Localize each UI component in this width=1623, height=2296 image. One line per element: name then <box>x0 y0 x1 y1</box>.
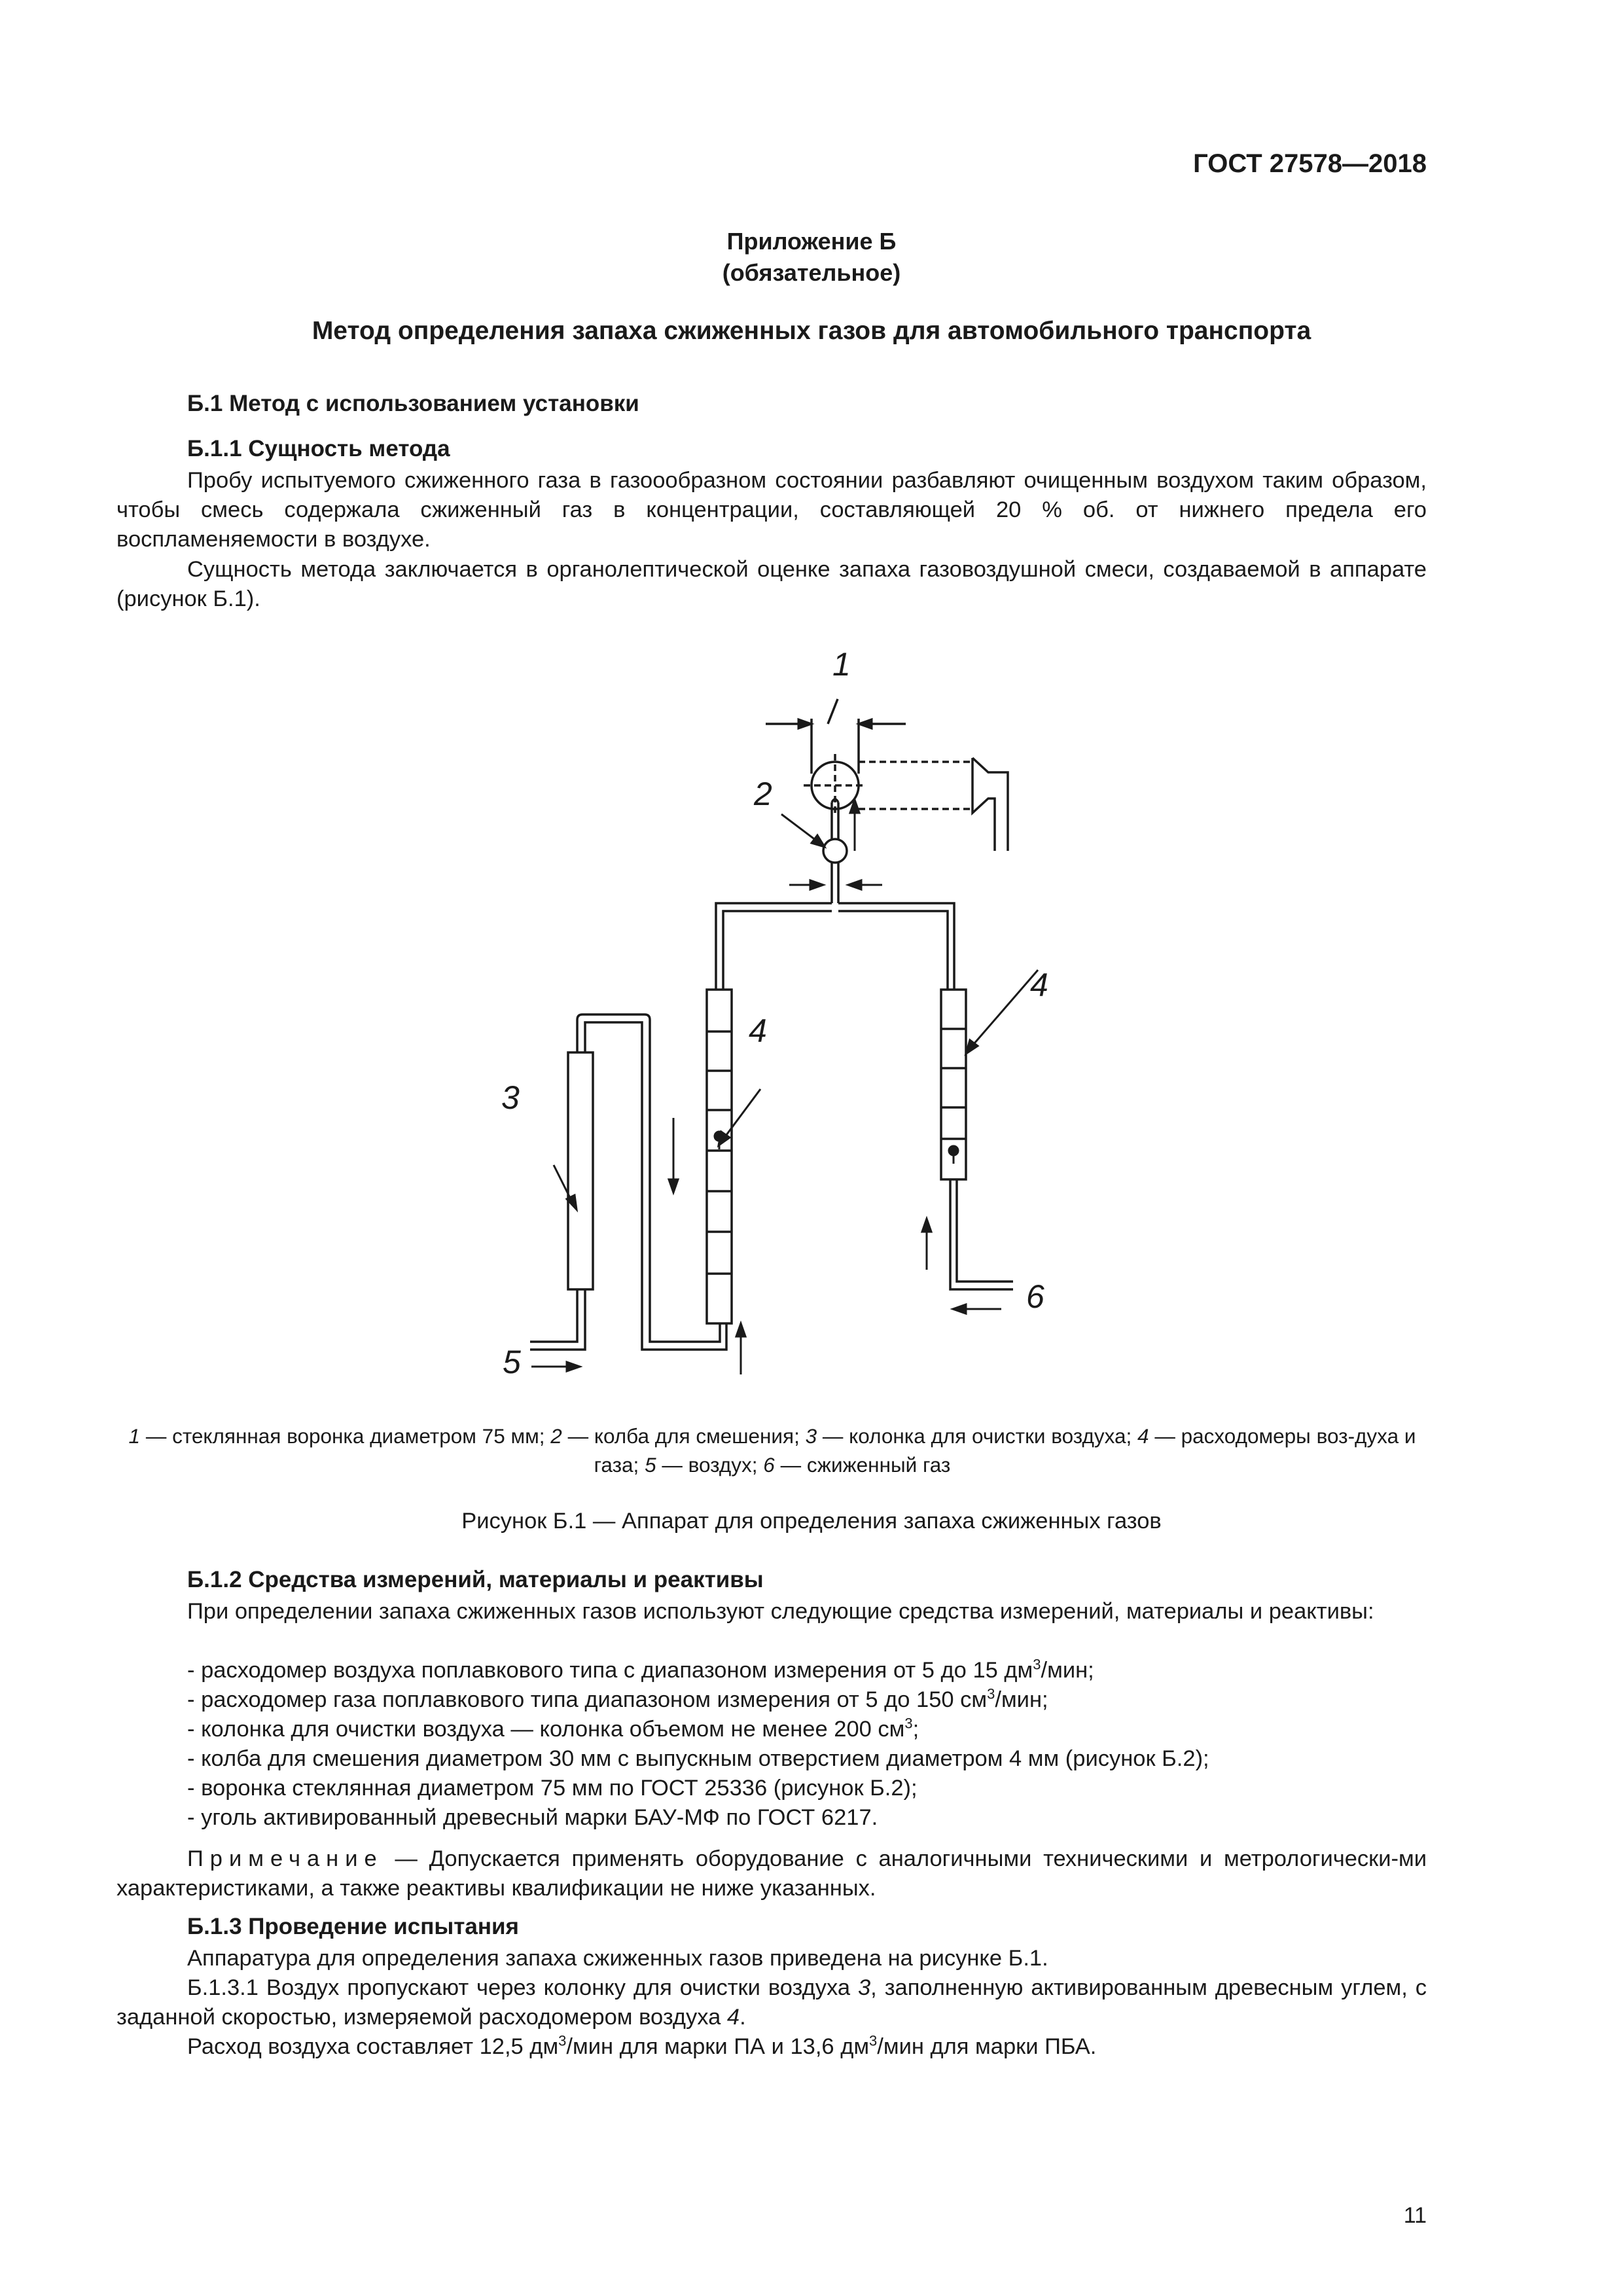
list-item: - расходомер воздуха поплавкового типа с диапазоном измерения от 5 до 15 $дм^3$/мин; <box>187 1656 1094 1683</box>
para2-part-a: Б.1.3.1 Воздух пропускают через колонку для очистки воздуха <box>187 1975 858 2000</box>
list-item: - колба для смешения диаметром 30 мм с выпускным отверстием диаметром 4 мм (рисунок Б.2); <box>187 1746 1209 1771</box>
mixing-flask-shape <box>823 839 847 863</box>
diagram-label-2: 2 <box>754 776 772 812</box>
para2-part-b: , заполненную активированным древесным углем, с заданной скоростью, измеряемой расходомером воздуха <box>116 1975 1427 2030</box>
section-b11-paragraph-1-text: Пробу испытуемого сжиженного газа в газоообразном состоянии разбавляют очищенным воздухом таким образом, чтобы смесь содержала сжиженный газ в концентрации, составляющей 20 % об. от нижнего предела его воспламеняемости в воздухе. <box>116 468 1427 552</box>
para3-part-a: Расход воздуха составляет 12,5 дм <box>187 2034 559 2059</box>
diagram-label-1: 1 <box>832 646 851 683</box>
annex-block <box>0 226 1623 289</box>
section-b13-paragraph-1-text: Аппаратура для определения запаха сжиженных газов приведена на рисунке Б.1. <box>187 1946 1048 1971</box>
para3-sup-2: 3 <box>869 2032 878 2049</box>
section-b11-heading: Б.1.1 Сущность метода <box>187 436 450 461</box>
legend-num-6: 6 <box>763 1453 775 1477</box>
section-b12-heading: Б.1.2 Средства измерений, материалы и реактивы <box>187 1567 764 1592</box>
section-b11-paragraph-2-text: Сущность метода заключается в органолептической оценке запаха газовоздушной смеси, создаваемой в аппарате (рисунок Б.1). <box>116 557 1427 611</box>
legend-text-4: — расходомеры воз-духа и газа; <box>594 1424 1416 1477</box>
figure-caption: Рисунок Б.1 — Аппарат для определения запаха сжиженных газов <box>461 1509 1162 1534</box>
para3-sup-1: 3 <box>558 2032 567 2049</box>
section-b13-heading: Б.1.3 Проведение испытания <box>187 1914 519 1939</box>
legend-text-5: — воздух; <box>656 1453 764 1477</box>
legend-text-3: — колонка для очистки воздуха; <box>817 1424 1138 1448</box>
legend-num-2: 2 <box>550 1424 562 1448</box>
legend-text-2: — колба для смешения; <box>562 1424 806 1448</box>
diagram-label-4-air: 4 <box>749 1013 767 1049</box>
materials-list <box>187 1656 1427 1833</box>
list-item: - колонка для очистки воздуха — колонка объемом не менее 200 $см^3$; <box>187 1715 919 1742</box>
diagram-label-3: 3 <box>501 1079 520 1116</box>
annex-title: Приложение Б <box>726 228 897 255</box>
section-b11-paragraph-1 <box>116 466 1427 554</box>
figure-legend <box>118 1422 1427 1479</box>
para2-part-c: . <box>740 2005 746 2030</box>
legend-num-3: 3 <box>805 1424 817 1448</box>
cleaning-column-shape <box>568 1052 593 1289</box>
para3-part-c: /мин для марки ПБА. <box>877 2034 1097 2059</box>
page-number: 11 <box>1403 2203 1427 2228</box>
ref-num-3: 3 <box>857 1975 871 2000</box>
list-item: - воронка стеклянная диаметром 75 мм по ГОСТ 25336 (рисунок Б.2); <box>187 1776 918 1801</box>
para3-part-b: /мин для марки ПА и 13,6 дм <box>566 2034 870 2059</box>
section-b1-heading: Б.1 Метод с использованием установки <box>187 391 639 416</box>
legend-text-1: — стеклянная воронка диаметром 75 мм; <box>140 1424 551 1448</box>
section-b13-paragraph-3 <box>116 2032 1427 2062</box>
document-title: Метод определения запаха сжиженных газов для автомобильного транспорта <box>312 317 1311 345</box>
ref-num-4: 4 <box>726 2005 740 2030</box>
note-paragraph <box>116 1844 1427 1903</box>
document-code: ГОСТ 27578—2018 <box>1193 149 1427 178</box>
legend-num-5: 5 <box>645 1453 656 1477</box>
section-b13-paragraph-1 <box>116 1944 1427 1973</box>
note-text: — Допускается применять оборудование с аналогичными техническими и метрологически-ми характеристиками, а также реактивы квалификации не ниже указанных. <box>116 1846 1427 1901</box>
diagram-label-6: 6 <box>1026 1278 1044 1315</box>
section-b13-paragraph-2 <box>116 1973 1427 2032</box>
list-item: - уголь активированный древесный марки БАУ-МФ по ГОСТ 6217. <box>187 1805 878 1830</box>
section-b12-intro <box>116 1597 1427 1626</box>
legend-text-6: — сжиженный газ <box>774 1453 951 1477</box>
list-item: - расходомер газа поплавкового типа диапазоном измерения от 5 до 150 $см^3$/мин; <box>187 1685 1048 1712</box>
funnel-profile <box>972 758 1008 851</box>
diagram-label-4-gas: 4 <box>1030 967 1048 1003</box>
note-label: Примечание <box>187 1846 383 1871</box>
section-b11-paragraph-2 <box>116 555 1427 614</box>
annex-status: (обязательное) <box>722 259 901 286</box>
diagram-label-5: 5 <box>503 1344 521 1380</box>
section-b12-intro-text: При определении запаха сжиженных газов используют следующие средства измерений, материалы и реактивы: <box>187 1599 1374 1624</box>
legend-num-4: 4 <box>1137 1424 1149 1448</box>
apparatus-diagram <box>458 628 1113 1394</box>
legend-num-1: 1 <box>128 1424 141 1448</box>
